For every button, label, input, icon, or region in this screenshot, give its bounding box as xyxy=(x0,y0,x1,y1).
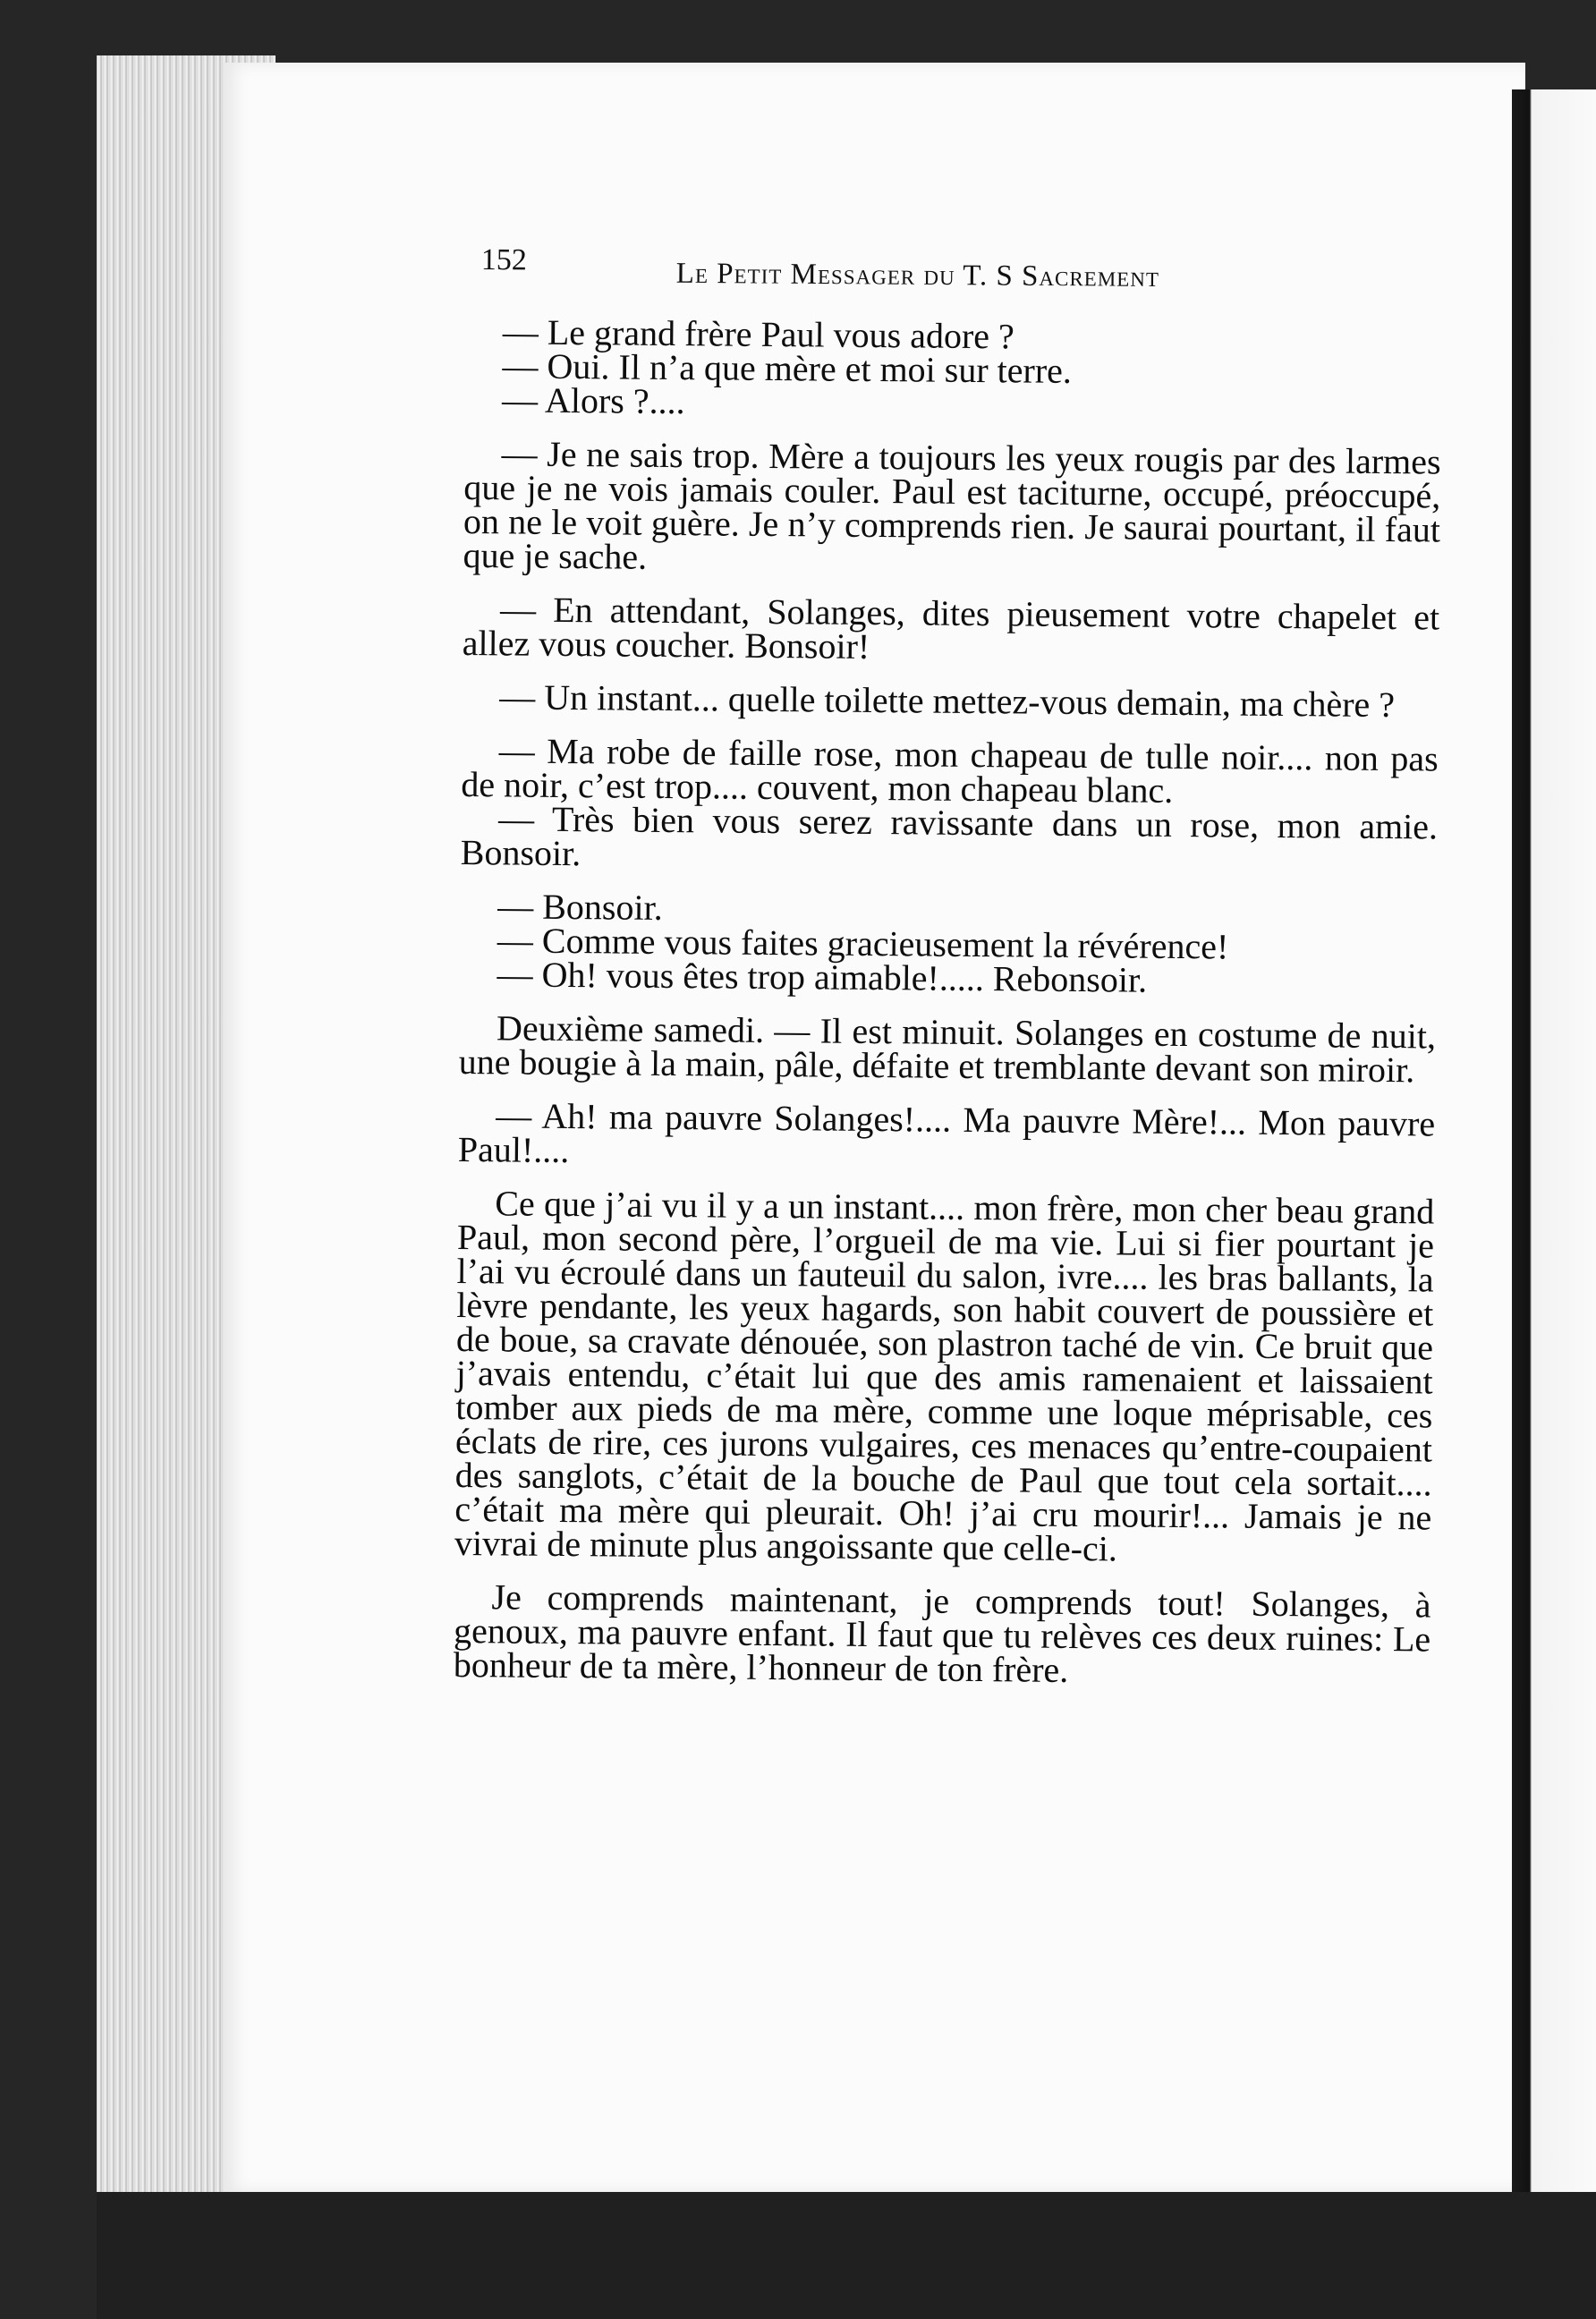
dialogue-line: — Oh! vous êtes trop aimable!..... Rebonsoir. xyxy=(497,954,1148,1000)
running-head: Le Petit Messager du T. S Sacrement xyxy=(675,257,1160,293)
paragraph: Ce que j’ai vu il y a un instant.... mon frère, mon cher beau grand Paul, mon second père, l’orgueil de ma vie. Lui si fier pourtant je l’ai vu écroulé dans un fauteuil du salon, ivre.... les bras ballants, la lèvre pendante, les yeux hagards, son habit couvert de poussière et de boue, sa cravate dénouée, son plastron taché de vin. Ce bruit que j’avais entendu, c’était lui que des amis ramenaient et laissaient tomber aux pieds de ma mère, comme une loque méprisable, ces éclats de rire, ces jurons vulgaires, ces menaces qu’entre-coupaient des sanglots, c’était de la bouche de Paul que tout cela sortait.... c’était ma mère qui pleurait. Oh! j’ai cru mourir!... Jamais je ne vivrai de minute plus angoissante que celle-ci. xyxy=(454,1183,1435,1569)
page-number: 152 xyxy=(480,243,527,277)
paragraph: Je comprends maintenant, je comprends tout! Solanges, à genoux, ma pauvre enfant. Il faut que tu relèves ces deux ruines: Le bonheur de ta mère, l’honneur de ton frère. xyxy=(453,1576,1431,1690)
page-header xyxy=(481,243,1376,304)
dialogue-line: — Le grand frère Paul vous adore ? xyxy=(502,311,1015,357)
dialogue-line: — Comme vous faites gracieusement la révérence! xyxy=(497,920,1229,967)
paragraph: — En attendant, Solanges, dites pieusement votre chapelet et allez vous coucher. Bonsoir! xyxy=(462,589,1440,667)
dialogue-line: — Alors ?.... xyxy=(501,379,685,422)
paragraph: Deuxième samedi. — Il est minuit. Solanges en costume de nuit, une bougie à la main, pâle, défaite et tremblante devant son miroir. xyxy=(458,1007,1437,1091)
paragraph: — Je ne sais trop. Mère a toujours les yeux rougis par des larmes que je ne vois jamais couler. Paul est taciturne, occupé, préoccupé, on ne le voit guère. Je n’y comprends rien. Je saurai pourtant, il faut que je sache. xyxy=(463,433,1441,577)
facing-page-edge xyxy=(1512,89,1596,2230)
paragraph: — Ah! ma pauvre Solanges!.... Ma pauvre Mère!... Mon pauvre Paul!.... xyxy=(457,1095,1436,1171)
dialogue-line: — Bonsoir. xyxy=(497,886,663,928)
paragraph: — Très bien vous serez ravissante dans un rose, mon amie. Bonsoir. xyxy=(460,798,1439,874)
dialogue-line: — Oui. Il n’a que mère et moi sur terre. xyxy=(502,345,1073,391)
scan-bottom-border xyxy=(97,2192,1596,2319)
paragraph: — Ma robe de faille rose, mon chapeau de tulle noir.... non pas de noir, c’est trop.... couvent, mon chapeau blanc. xyxy=(461,730,1439,811)
body-text xyxy=(453,311,1442,1690)
paragraph: — Un instant... quelle toilette mettez-vous demain, ma chère ? xyxy=(499,676,1396,726)
